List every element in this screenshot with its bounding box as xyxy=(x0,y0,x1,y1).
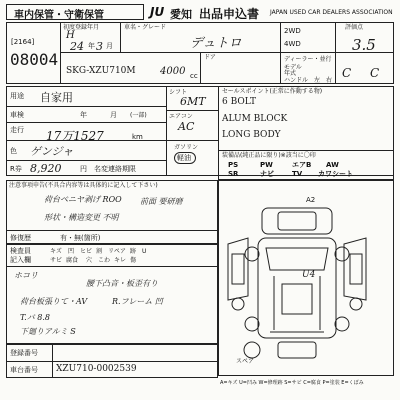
fuel-value: 軽油 xyxy=(177,154,191,162)
insp-line-5: T.バ 8.8 xyxy=(20,313,50,322)
aircon-label: エアコン xyxy=(169,113,193,120)
year-type-label: 年式 xyxy=(284,70,297,77)
shift-value: 6MT xyxy=(180,95,206,108)
yen-unit: 円 xyxy=(80,165,87,173)
color-value: ゲンジャ xyxy=(30,145,74,158)
insp2-item-1: サビ xyxy=(50,257,63,264)
notes-line-1: 荷台ベニヤ剥げ ROO xyxy=(44,195,122,204)
repair-value: 有・無(箇所) xyxy=(60,234,101,242)
equip-airbag: エアB xyxy=(292,161,312,169)
insp-item-1: キズ xyxy=(50,248,62,255)
insp-line-6: 下廻りアルミ S xyxy=(20,327,76,336)
association-label: JAPAN USED CAR DEALERS ASSOCIATION xyxy=(270,9,393,16)
insp2-item-6: 傷 xyxy=(130,257,137,264)
insp-item-4: 割 xyxy=(96,248,103,255)
shaken-month: 月 xyxy=(110,111,117,119)
handle-right: 右 xyxy=(326,77,333,84)
sales-point-label: セールスポイント(正常に作動する物) xyxy=(222,88,323,95)
era-value: H xyxy=(66,30,75,41)
diagram-mark-a2: A2 xyxy=(306,196,316,204)
legend-text: A=キズ U=凹み W=修理跡 S=サビ C=腐食 P=塗装 E=くぼみ xyxy=(220,380,364,386)
shaken-year: 年 xyxy=(80,111,87,119)
recycle-value: 8,920 xyxy=(30,162,62,175)
cc-unit: cc xyxy=(190,72,198,80)
notes-line-2: 前面 要研磨 xyxy=(140,197,183,206)
insp-line-3: 荷台板張りて・AV xyxy=(20,297,88,306)
sales-point-line-3: LONG BODY xyxy=(222,130,281,140)
dealer-label: ディーラー・並行 xyxy=(284,56,332,63)
notes-line-3: 形状・構造変更 不明 xyxy=(44,213,119,222)
insp2-item-4: こわ xyxy=(98,257,111,264)
exterior-score: C xyxy=(370,66,380,80)
drive-4wd: 4WD xyxy=(284,40,301,48)
sales-point-line-2: ALUM BLOCK xyxy=(222,114,288,124)
lot-number: 08004 xyxy=(10,50,59,69)
chassis-number-value: XZU710-0002539 xyxy=(56,364,137,374)
model-value: デュトロ xyxy=(190,36,242,51)
notes-label: 注意事項申告(不具合内容等は具体的に記入して下さい) xyxy=(9,182,158,189)
recycle-label: R券 xyxy=(10,165,22,173)
spare-label: スペア xyxy=(236,358,255,365)
model-code-label: モデル xyxy=(284,64,302,71)
handle-left: 左 xyxy=(314,77,321,84)
chassis-number-label: 車台番号 xyxy=(10,366,38,374)
aircon-value: AC xyxy=(178,120,195,133)
door-label: ドア xyxy=(204,54,216,61)
insp-line-1: ホコリ xyxy=(14,271,38,280)
shift-label: シフト xyxy=(169,89,188,96)
km-unit: km xyxy=(132,133,143,141)
insp2-item-5: キレ xyxy=(114,257,126,264)
insp-item-5: リペア xyxy=(108,248,126,255)
equip-ps: PS xyxy=(228,161,239,169)
diagram-mark-u4: U4 xyxy=(302,270,316,280)
usage-label: 用途 xyxy=(10,92,24,100)
entry-label: 記入欄 xyxy=(10,256,31,264)
rating-label: 評価点 xyxy=(345,24,364,31)
insp-item-7: U xyxy=(142,248,147,255)
month-unit: 月 xyxy=(106,42,113,50)
form-title: 出品申込書 xyxy=(199,7,260,21)
handle-label: ハンドル xyxy=(284,77,309,84)
model-label: 車名・グレード xyxy=(124,24,167,31)
shaken-label: 車検 xyxy=(10,111,24,119)
insp2-item-3: 穴 xyxy=(86,257,93,264)
shaken-note: (一部) xyxy=(130,112,147,119)
interior-score: C xyxy=(342,66,352,80)
insp-line-2: 腰下凸音・板歪有り xyxy=(86,279,158,288)
displacement-value: 4000 xyxy=(160,66,186,77)
drive-2wd: 2WD xyxy=(284,27,301,35)
month-value: 3 xyxy=(96,40,103,53)
equip-tv: TV xyxy=(292,170,303,178)
mileage-label: 走行 xyxy=(10,126,24,134)
inspector-label: 検査員 xyxy=(10,247,31,255)
year-value: 24 xyxy=(70,40,84,53)
equip-leather: カワシート xyxy=(318,170,353,178)
color-label: 色 xyxy=(10,147,17,155)
usage-value: 自家用 xyxy=(40,91,73,104)
ju-logo: JU xyxy=(150,5,165,19)
insp-item-3: ヒビ xyxy=(80,248,93,255)
sales-point-line-1: 6 BOLT xyxy=(222,97,256,107)
equip-aw: AW xyxy=(326,161,339,169)
equip-pw: PW xyxy=(260,161,273,169)
equipment-label: 装備品(純正品に限り)※該当に〇印 xyxy=(222,152,316,159)
rating-value: 3.5 xyxy=(352,36,376,54)
year-unit: 年 xyxy=(88,42,95,50)
equip-sr: SR xyxy=(228,170,239,178)
vehicle-outline xyxy=(222,204,392,364)
transfer-label: 名変連絡期限 xyxy=(94,165,136,173)
insp-line-4: R.フレーム 凹 xyxy=(112,297,163,306)
lot-code: [2164] xyxy=(11,38,35,46)
mileage-value: 17万1527 xyxy=(46,129,104,143)
insp-item-6: 跡 xyxy=(130,248,137,255)
storage-label: 車内保管・守衛保管 xyxy=(14,10,104,21)
chassis-model-value: SKG-XZU710M xyxy=(66,66,136,76)
first-reg-label: 初度登録年月 xyxy=(63,24,100,31)
region-label: 愛知 xyxy=(170,8,192,21)
repair-label: 修復歴 xyxy=(10,234,31,242)
reg-number-label: 登録番号 xyxy=(10,349,38,357)
equip-navi: ナビ xyxy=(260,170,274,178)
fuel-label: ガソリン xyxy=(174,144,199,151)
insp-item-2: 凹 xyxy=(68,248,75,255)
insp2-item-2: 腐食 xyxy=(66,257,79,264)
